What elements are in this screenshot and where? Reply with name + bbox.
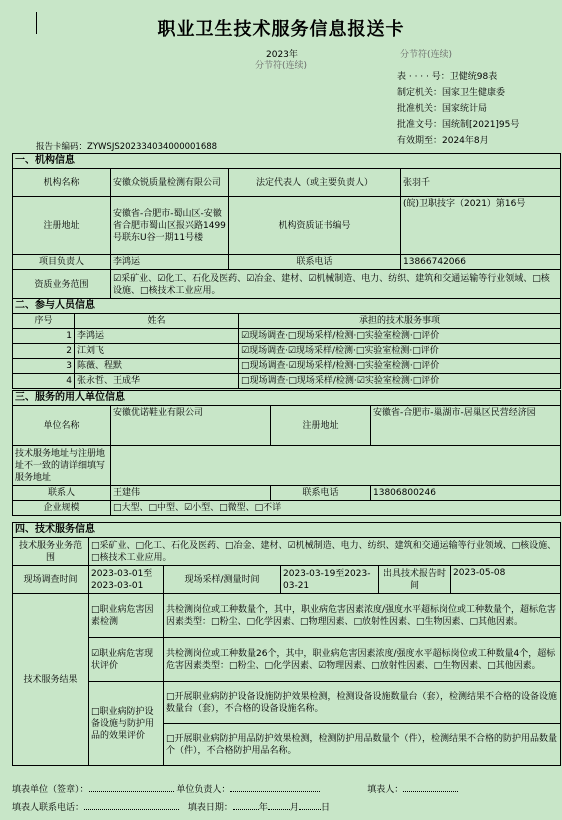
section-title: 四、技术服务信息 [13, 523, 561, 538]
section-break-mark: 分节符(连续) [400, 50, 453, 60]
meta-table-no: 表 · · · · 号：卫健统98表 [397, 72, 498, 82]
scope-value: ☑采矿业、☑化工、石化及医药、☑冶金、建材、☑机械制造、电力、纺织、建筑和交通运输等行业领域、□核设施、□核技术工业应用。 [111, 270, 561, 300]
sampling-value: 2023-03-19至2023-03-21 [281, 566, 379, 594]
row-name: 江刘飞 [75, 344, 239, 359]
address-label: 注册地址 [13, 197, 111, 255]
col-header-name: 姓名 [75, 314, 239, 329]
row-name: 陈薇、程默 [75, 359, 239, 374]
footer-line-2 [12, 800, 330, 813]
row-items: □现场调查·☑现场采样/检测·□实验室检测·□评价 [239, 359, 561, 374]
domain-label: 技术服务业务范围 [13, 538, 89, 566]
cert-label: 机构资质证书编号 [229, 197, 401, 255]
meta-issuer: 制定机关：国家卫生健康委 [397, 88, 506, 98]
table-row [13, 329, 561, 344]
survey-label: 现场调查时间 [13, 566, 89, 594]
result-label: 技术服务结果 [13, 594, 89, 766]
report-label: 出具技术报告时间 [379, 566, 451, 594]
unit-head-field[interactable] [230, 791, 320, 792]
domain-value: □采矿业、□化工、石化及医药、□冶金、建材、☑机械制造、电力、纺织、建筑和交通运输等行业领域、□核设施、□核技术工业应用。 [89, 538, 561, 566]
col-header-items: 承担的技术服务事项 [239, 314, 561, 329]
table-row [13, 344, 561, 359]
report-value: 2023-05-08 [451, 566, 561, 594]
row-items: □现场调查·□现场采样/检测·☑实验室检测·□评价 [239, 374, 561, 389]
result-text: 共检测岗位或工种数量个，其中，职业病危害因素浓度/强度水平超标岗位或工种数量个，超标危害因素类型：□粉尘、□化学因素、□物理因素、□放射性因素、□生物因素、□其他因素。 [164, 594, 561, 638]
row-no: 4 [13, 374, 75, 389]
service-table [12, 522, 561, 766]
contact-label: 联系人 [13, 486, 111, 501]
result-kind: □职业病危害因素检测 [89, 594, 164, 638]
section-break-mark: 分节符(连续) [255, 61, 308, 71]
result-text: □开展职业病防护设备设施防护效果检测，检测设备设施数量台（套），检测结果不合格的设备设施数量台（套），不合格的设备设施名称。 [164, 682, 561, 724]
cert-value: (皖)卫职技字（2021）第16号 [401, 197, 561, 255]
client-phone-label: 联系电话 [271, 486, 371, 501]
legal-rep-label: 法定代表人（或主要负责人） [229, 169, 401, 197]
meta-valid-until: 有效期至：2024年8月 [397, 136, 489, 146]
date-year-field[interactable] [233, 809, 259, 810]
service-addr-value [111, 446, 561, 486]
date-year-label: 年 [258, 803, 268, 813]
section-title: 二、参与人员信息 [13, 299, 561, 314]
row-no: 3 [13, 359, 75, 374]
fill-date-label: 填表日期： [187, 803, 233, 813]
row-name: 张永哲、王成华 [75, 374, 239, 389]
size-value: □大型、□中型、☑小型、□微型、□不详 [111, 501, 561, 516]
client-phone-value: 13806800246 [371, 486, 561, 501]
reg-addr-label: 注册地址 [271, 406, 371, 446]
sampling-label: 现场采样/测量时间 [164, 566, 281, 594]
row-name: 李鸿运 [75, 329, 239, 344]
org-name-label: 机构名称 [13, 169, 111, 197]
year-label: 2023年 [266, 50, 298, 60]
staff-table [12, 298, 561, 389]
meta-approver: 批准机关：国家统计局 [397, 104, 488, 114]
client-table [12, 390, 561, 516]
org-info-table [12, 153, 561, 300]
org-name-value: 安徽众锐质量检测有限公司 [111, 169, 229, 197]
unit-value: 安徽优诺鞋业有限公司 [111, 406, 271, 446]
row-items: ☑现场调查·☑现场采样/检测·□实验室检测·□评价 [239, 344, 561, 359]
fill-unit-field[interactable] [89, 791, 174, 792]
date-month-field[interactable] [268, 809, 290, 810]
footer-line-1 [12, 782, 458, 795]
row-no: 2 [13, 344, 75, 359]
phone-label: 联系电话 [229, 255, 401, 270]
size-label: 企业规模 [13, 501, 111, 516]
survey-value: 2023-03-01至2023-03-01 [89, 566, 164, 594]
pm-label: 项目负责人 [13, 255, 111, 270]
service-addr-label: 技术服务地址与注册地址不一致的请详细填写服务地址 [13, 446, 111, 486]
filler-label: 填表人： [367, 785, 404, 795]
legal-rep-value: 张羽千 [401, 169, 561, 197]
contact-value: 王建伟 [111, 486, 271, 501]
unit-label: 单位名称 [13, 406, 111, 446]
date-month-label: 月 [289, 803, 299, 813]
page-title: 职业卫生技术服务信息报送卡 [157, 19, 405, 40]
result-kind: ☑职业病危害现状评价 [89, 638, 164, 682]
filler-phone-field[interactable] [84, 809, 179, 810]
section-title: 三、服务的用人单位信息 [13, 391, 561, 406]
result-text: 共检测岗位或工种数量26个，其中，职业病危害因素浓度/强度水平超标岗位或工种数量4个，超标危害因素类型：□粉尘、□化学因素、☑物理因素、□放射性因素、□生物因素、□其他因素。 [164, 638, 561, 682]
meta-approval-no: 批准文号：国统制[2021]95号 [397, 120, 520, 130]
date-day-label: 日 [320, 803, 330, 813]
filler-field[interactable] [403, 791, 458, 792]
address-value: 安徽省-合肥市-蜀山区-安徽省合肥市蜀山区报兴路1499号联东U谷一期11号楼 [111, 197, 229, 255]
pm-value: 李鸿运 [111, 255, 229, 270]
table-row [13, 374, 561, 389]
reg-addr-value: 安徽省-合肥市-巢湖市-居巢区民营经济园 [371, 406, 561, 446]
card-number: 报告卡编码：ZYWSJS202334034000001688 [36, 142, 218, 152]
unit-head-label: 单位负责人： [176, 785, 231, 795]
date-day-field[interactable] [299, 809, 321, 810]
row-items: ☑现场调查·□现场采样/检测·□实验室检测·□评价 [239, 329, 561, 344]
phone-value: 13866742066 [401, 255, 561, 270]
row-no: 1 [13, 329, 75, 344]
section-title: 一、机构信息 [13, 154, 561, 169]
scope-label: 资质业务范围 [13, 270, 111, 300]
filler-phone-label: 填表人联系电话： [12, 803, 85, 813]
result-kind: □职业病防护设备设施与防护用品的效果评价 [89, 682, 164, 766]
col-header-no: 序号 [13, 314, 75, 329]
table-row [13, 359, 561, 374]
fill-unit-label: 填表单位（签章）： [12, 785, 89, 795]
result-text: □开展职业病防护用品防护效果检测，检测防护用品数量个（件），检测结果不合格的防护用品数量个（件），不合格防护用品名称。 [164, 724, 561, 766]
